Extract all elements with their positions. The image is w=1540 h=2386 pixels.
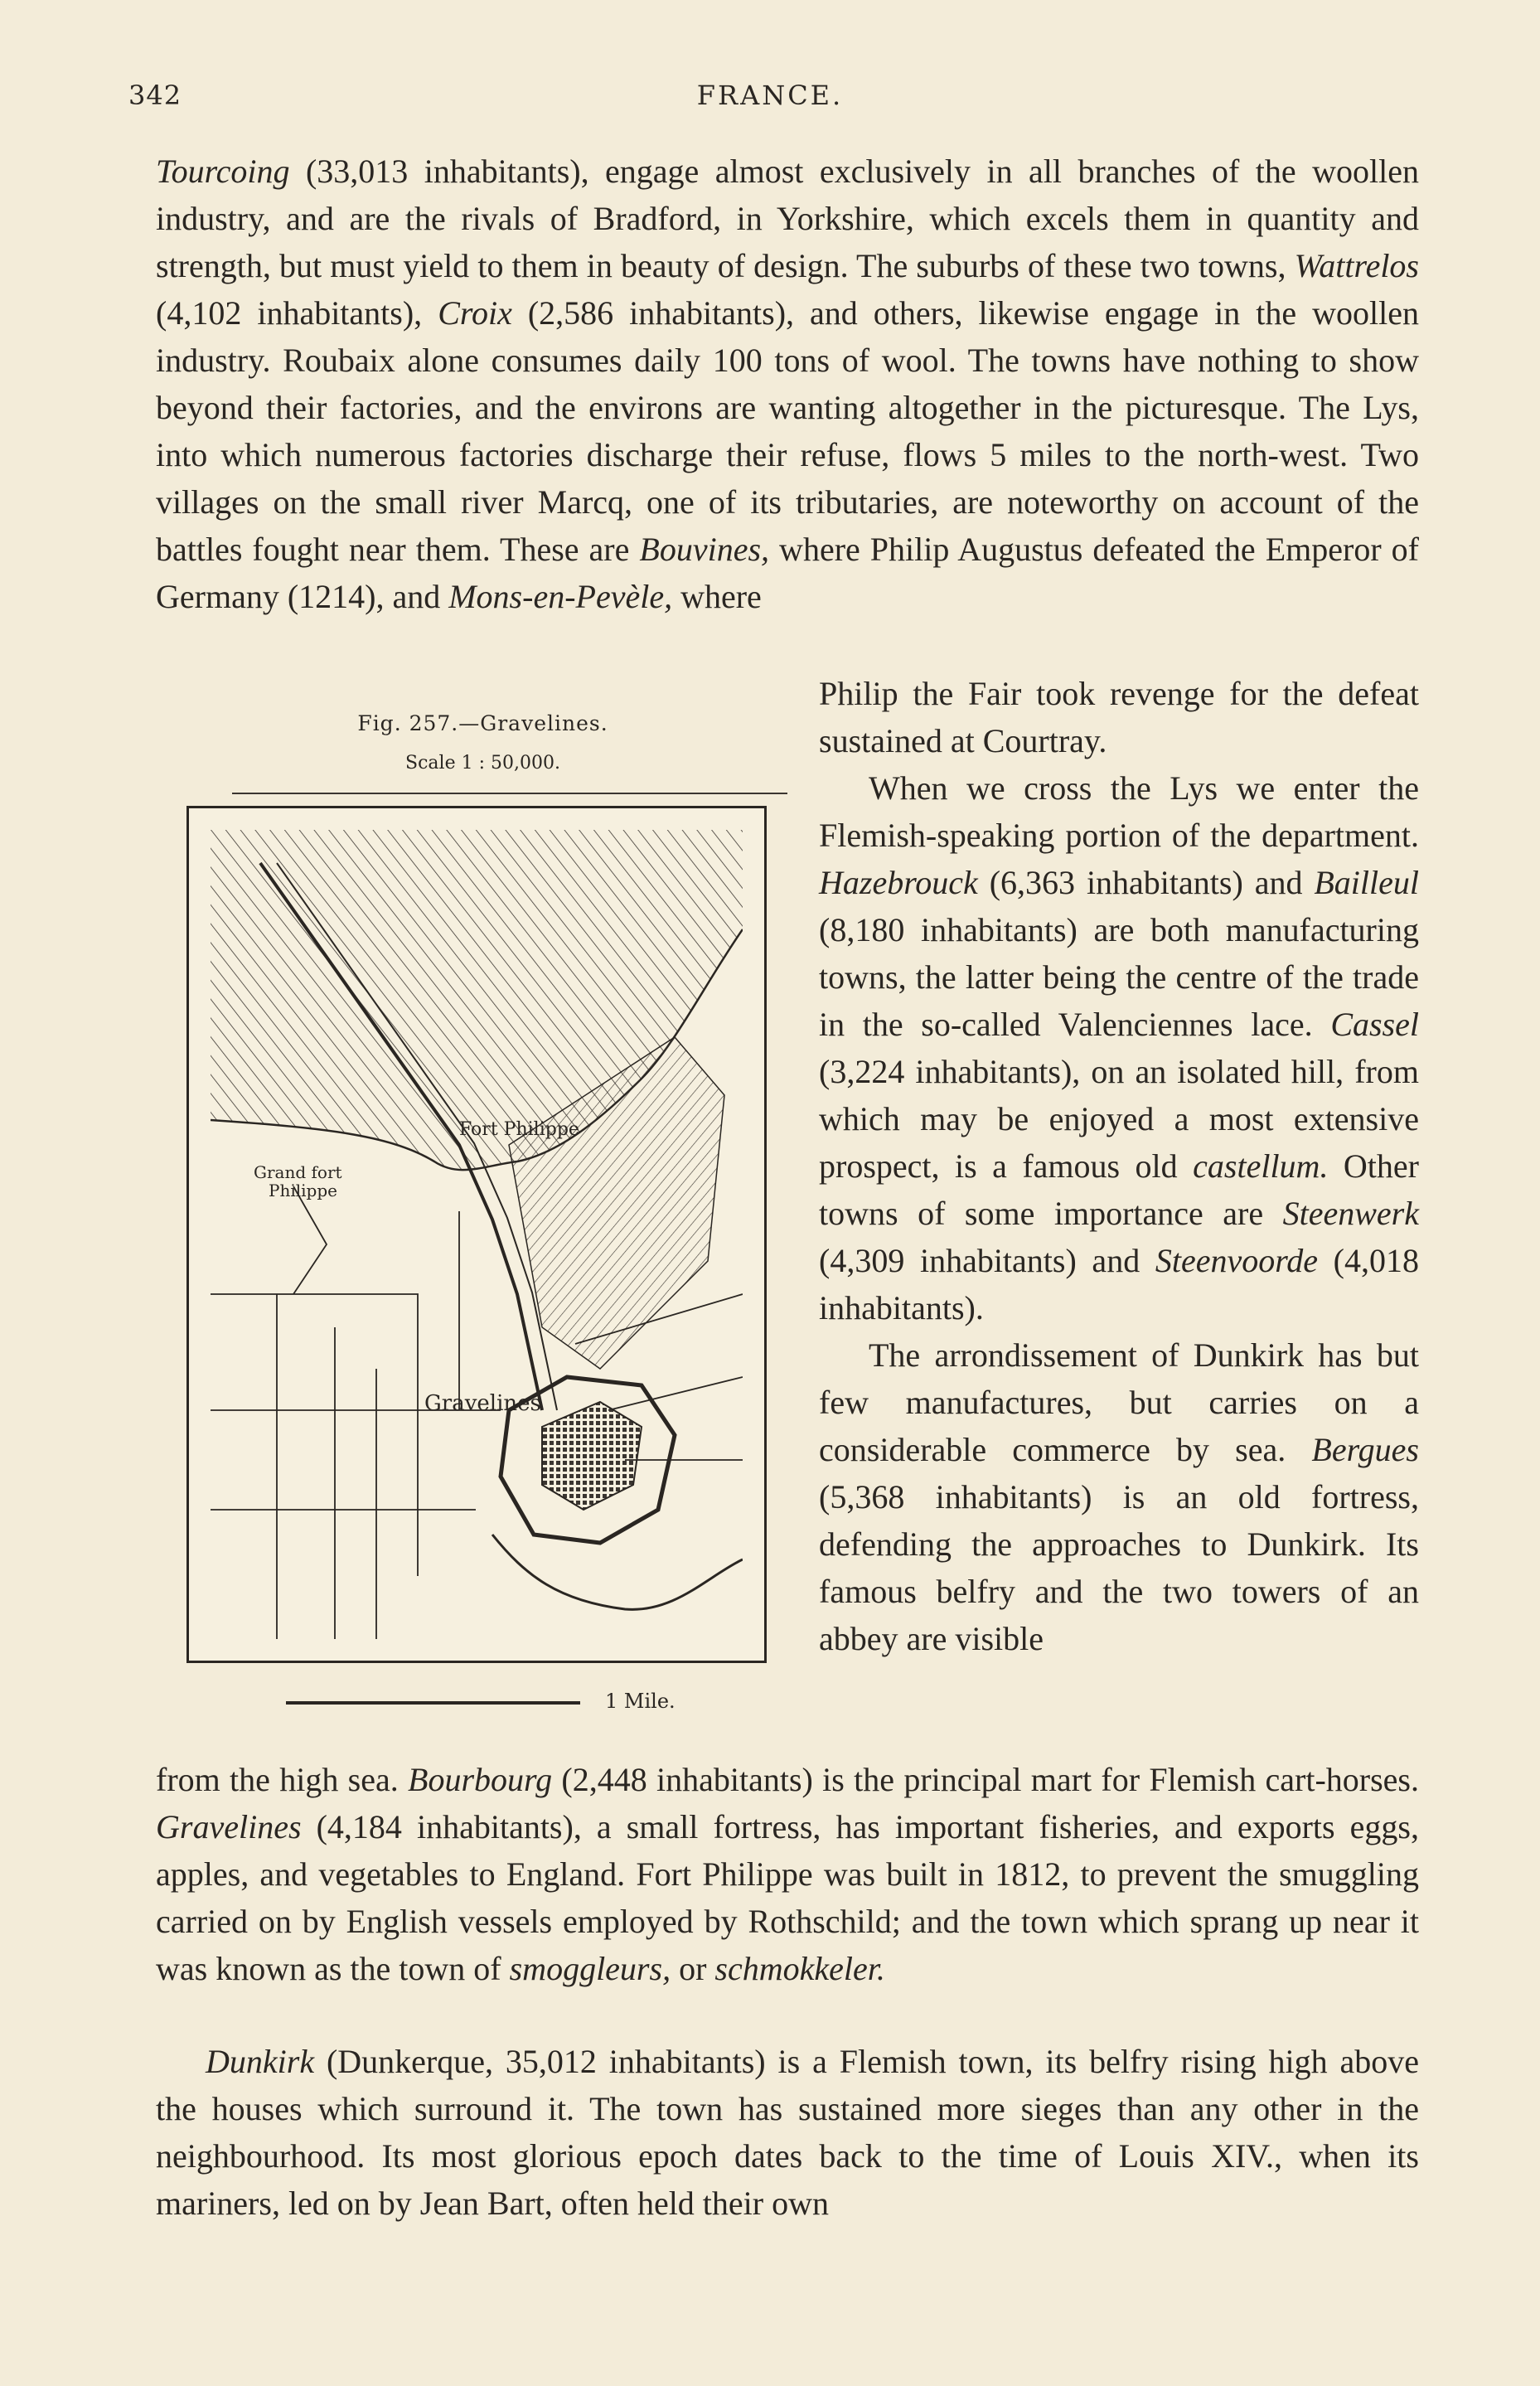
figure-caption: Fig. 257.—Gravelines. bbox=[357, 711, 608, 735]
place-dunkirk: Dunkirk bbox=[206, 2043, 315, 2080]
text-span: or bbox=[671, 1950, 715, 1987]
text-span: (3,224 inhabitants), on an isolated hill, from which may be enjoyed a most extensive prospect, is a famous old bbox=[819, 1053, 1419, 1185]
text-span: (33,013 inhabitants), engage almost exclusively in all branches of the woollen industry, and are the rivals of Bradford, in Yorkshire, which excels them in quantity and strength, but must yield to them in beauty of design. The suburbs of these two towns, bbox=[156, 153, 1419, 284]
town-blocks bbox=[542, 1402, 642, 1510]
map-frame bbox=[186, 806, 767, 1663]
running-title: FRANCE. bbox=[696, 80, 844, 111]
place-steenwerk: Steenwerk bbox=[1282, 1195, 1419, 1232]
scale-bar-label: 1 Mile. bbox=[605, 1690, 676, 1713]
paragraph-side-column bbox=[819, 670, 1419, 1662]
text-span: Other towns of some importance are bbox=[819, 1147, 1419, 1232]
place-bourbourg: Bourbourg bbox=[408, 1761, 553, 1798]
place-bergues: Bergues bbox=[1311, 1431, 1419, 1468]
text-span: (4,309 inhabitants) and bbox=[819, 1242, 1155, 1279]
page-number: 342 bbox=[128, 80, 182, 111]
scale-line bbox=[286, 1701, 580, 1705]
label-fort-philippe: Fort Philippe bbox=[459, 1119, 579, 1140]
place-bailleul: Bailleul bbox=[1314, 864, 1419, 901]
text-span: (Dunkerque, 35,012 inhabitants) is a Flemish town, its belfry rising high above the houses which surround it. The town has sustained more sieges than any other in the neighbourhood. Its most glorious epoch dates back to the time of Louis XIV., when its mariners, led on by Jean Bart, often held their own bbox=[156, 2043, 1419, 2222]
gravelines-map bbox=[211, 830, 743, 1639]
place-croix: Croix bbox=[438, 294, 512, 332]
paragraph-bourbourg bbox=[156, 1756, 1419, 1992]
label-gravelines: Gravelines bbox=[424, 1391, 541, 1416]
text-span: (2,586 inhabitants), and others, likewise engage in the woollen industry. Roubaix alone consumes daily 100 tons of wool. The towns have nothing to show beyond their factories, and the environs are wanting altogether in the picturesque. The Lys, into which numerous factories discharge their refuse, flows 5 miles to the north-west. Two villages on the small river Marcq, one of its tributaries, are noteworthy on account of the battles fought near them. These are bbox=[156, 294, 1419, 568]
text-span: When we cross the Lys we enter the Flemish-speaking portion of the department. bbox=[819, 769, 1419, 854]
place-wattrelos: Wattrelos bbox=[1294, 247, 1419, 284]
text-span: Philip the Fair took revenge for the defeat sustained at Courtray. bbox=[819, 675, 1419, 759]
text-span: from the high sea. bbox=[156, 1761, 409, 1798]
text-span: where bbox=[672, 578, 762, 615]
text-span: (2,448 inhabitants) is the principal mart for Flemish cart-horses. bbox=[552, 1761, 1420, 1798]
outer-moat bbox=[492, 1535, 743, 1609]
figure-scale: Scale 1 : 50,000. bbox=[405, 753, 560, 774]
text-span: (4,184 inhabitants), a small fortress, has important fisheries, and exports eggs, apples, and vegetables to England. Fort Philippe was built in 1812, to prevent the smuggling carried on by English vessels employed by Rothschild; and the town which sprang up near it was known as the town of bbox=[156, 1808, 1419, 1987]
figure-gravelines bbox=[182, 711, 783, 1739]
text-span: The arrondissement of Dunkirk has but few manufactures, but carries on a considerable commerce by sea. bbox=[819, 1336, 1419, 1468]
place-hazebrouck: Hazebrouck bbox=[819, 864, 978, 901]
text-span: (4,018 inhabitants). bbox=[819, 1242, 1419, 1326]
text-span: where Philip Augustus defeated the Emperor of Germany (1214), and bbox=[156, 531, 1419, 615]
figure-rule bbox=[232, 793, 787, 794]
place-cassel: Cassel bbox=[1330, 1006, 1419, 1043]
term-schmokkeler: schmokkeler. bbox=[714, 1950, 885, 1987]
place-mons-en-pevele: Mons-en-Pevèle, bbox=[448, 578, 673, 615]
place-tourcoing: Tourcoing bbox=[156, 153, 290, 190]
term-smoggleurs: smoggleurs, bbox=[509, 1950, 671, 1987]
text-span: (4,102 inhabitants), bbox=[156, 294, 438, 332]
label-grand-fort: Grand fort bbox=[254, 1162, 342, 1182]
text-span: (5,368 inhabitants) is an old fortress, defending the approaches to Dunkirk. Its famous belfry and the two towers of an abbey are visible bbox=[819, 1478, 1419, 1657]
place-gravelines: Gravelines bbox=[156, 1808, 302, 1845]
text-span: (6,363 inhabitants) and bbox=[977, 864, 1315, 901]
scale-bar bbox=[286, 1690, 775, 1714]
text-span: (8,180 inhabitants) are both manufacturing towns, the latter being the centre of the trade in the so-called Valenciennes lace. bbox=[819, 911, 1419, 1043]
place-steenvoorde: Steenvoorde bbox=[1155, 1242, 1319, 1279]
label-grand-fort-philippe: Philippe bbox=[269, 1181, 337, 1200]
page-header bbox=[0, 80, 1540, 121]
paragraph-tourcoing bbox=[156, 148, 1419, 620]
term-castellum: castellum. bbox=[1193, 1147, 1329, 1185]
paragraph-dunkirk bbox=[156, 2038, 1419, 2227]
place-bouvines: Bouvines, bbox=[639, 531, 770, 568]
